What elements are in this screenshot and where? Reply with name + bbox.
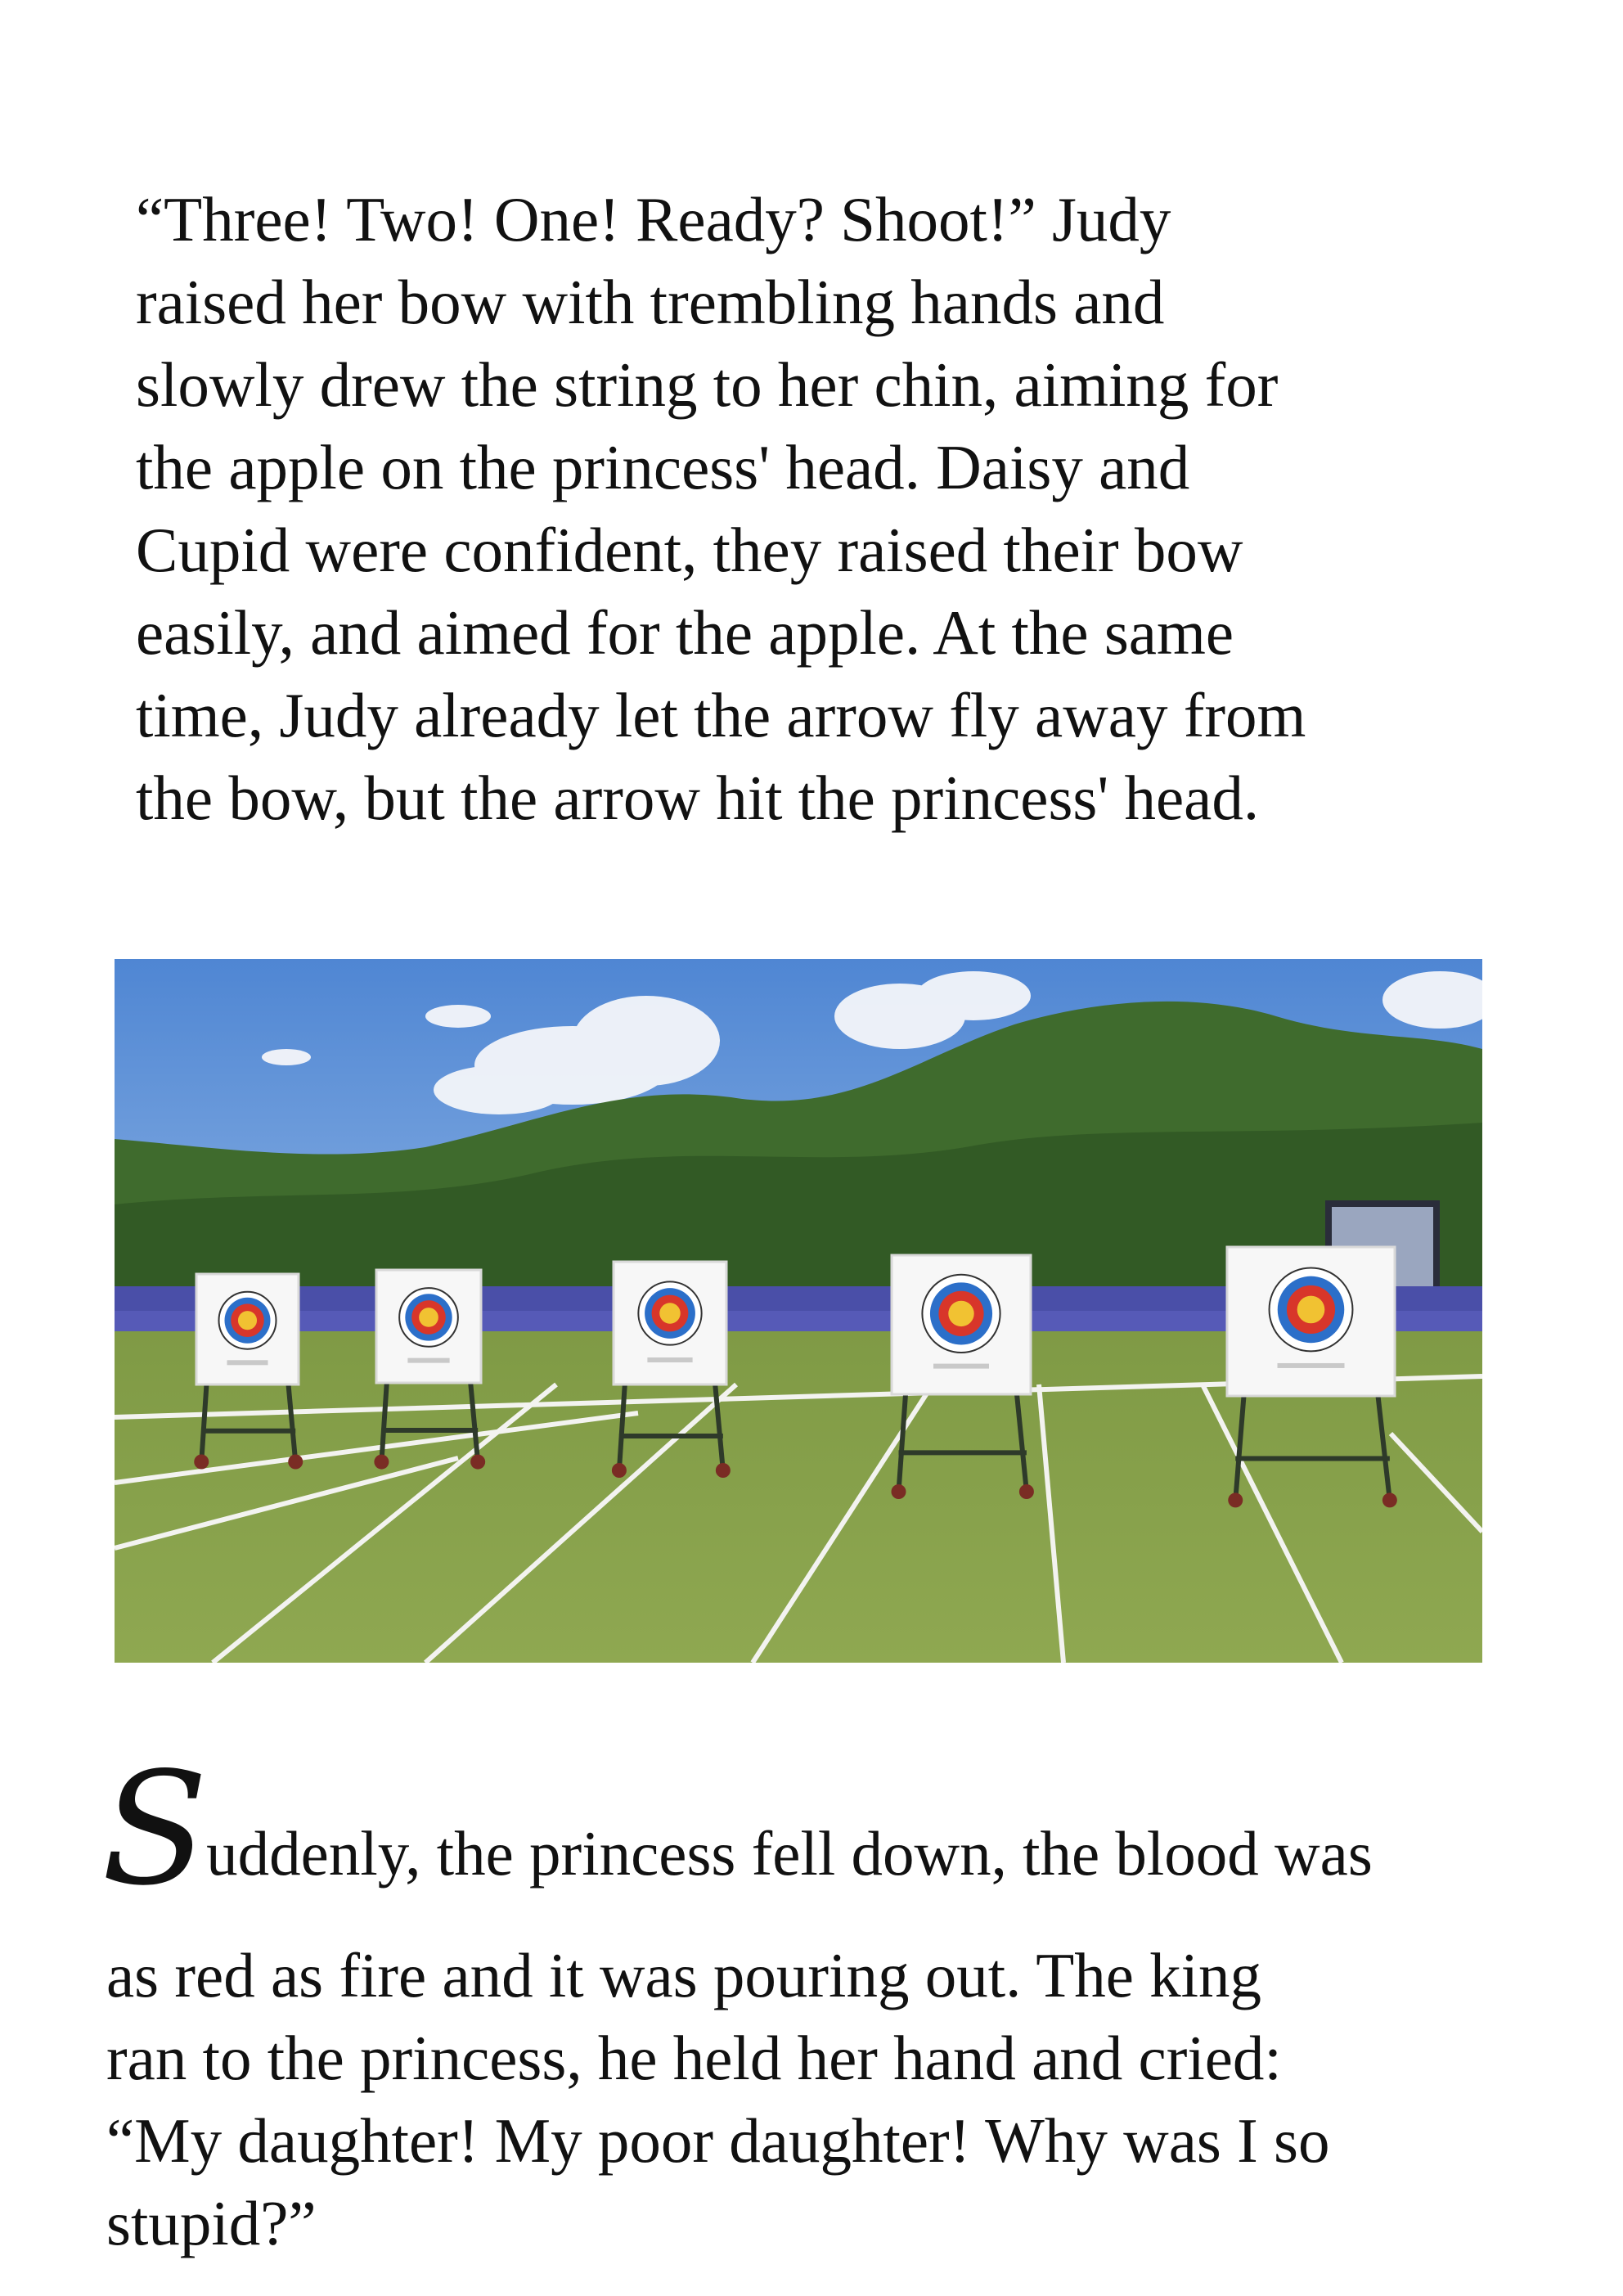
paragraph-2-first-line (101, 1739, 1541, 1920)
paragraph-1-line: Cupid were confident, they raised their bow (136, 515, 1243, 585)
paragraph-1 (136, 178, 1510, 840)
paragraph-1-line: easily, and aimed for the apple. At the same (136, 597, 1234, 668)
paragraph-2-line: stupid?” (106, 2188, 317, 2258)
paragraph-1-line: raised her bow with trembling hands and (136, 267, 1165, 337)
target-ring (1297, 1296, 1325, 1324)
paragraph-1-line: slowly drew the string to her chin, aiming for (136, 349, 1279, 420)
paragraph-2-line: “My daughter! My poor daughter! Why was I so (106, 2105, 1330, 2176)
paragraph-2-line: ran to the princess, he held her hand and cried: (106, 2023, 1282, 2093)
target-ring (419, 1308, 438, 1327)
drop-cap: S (101, 1739, 202, 1920)
paragraph-1-line: time, Judy already let the arrow fly away from (136, 680, 1306, 750)
target-ring (659, 1303, 681, 1324)
paragraph-2 (106, 1934, 1546, 2265)
paragraph-1-line: the apple on the princess' head. Daisy and (136, 432, 1190, 502)
archery-range-photo (115, 959, 1482, 1663)
paragraph-2-line: as red as fire and it was pouring out. The king (106, 1940, 1262, 2010)
paragraph-1-line: “Three! Two! One! Ready? Shoot!” Judy (136, 184, 1171, 254)
paragraph-1-line: the bow, but the arrow hit the princess' head. (136, 763, 1260, 833)
target-ring (238, 1311, 257, 1330)
paragraph-2-line: uddenly, the princess fell down, the blood was (206, 1818, 1373, 1889)
target-ring (948, 1301, 973, 1326)
